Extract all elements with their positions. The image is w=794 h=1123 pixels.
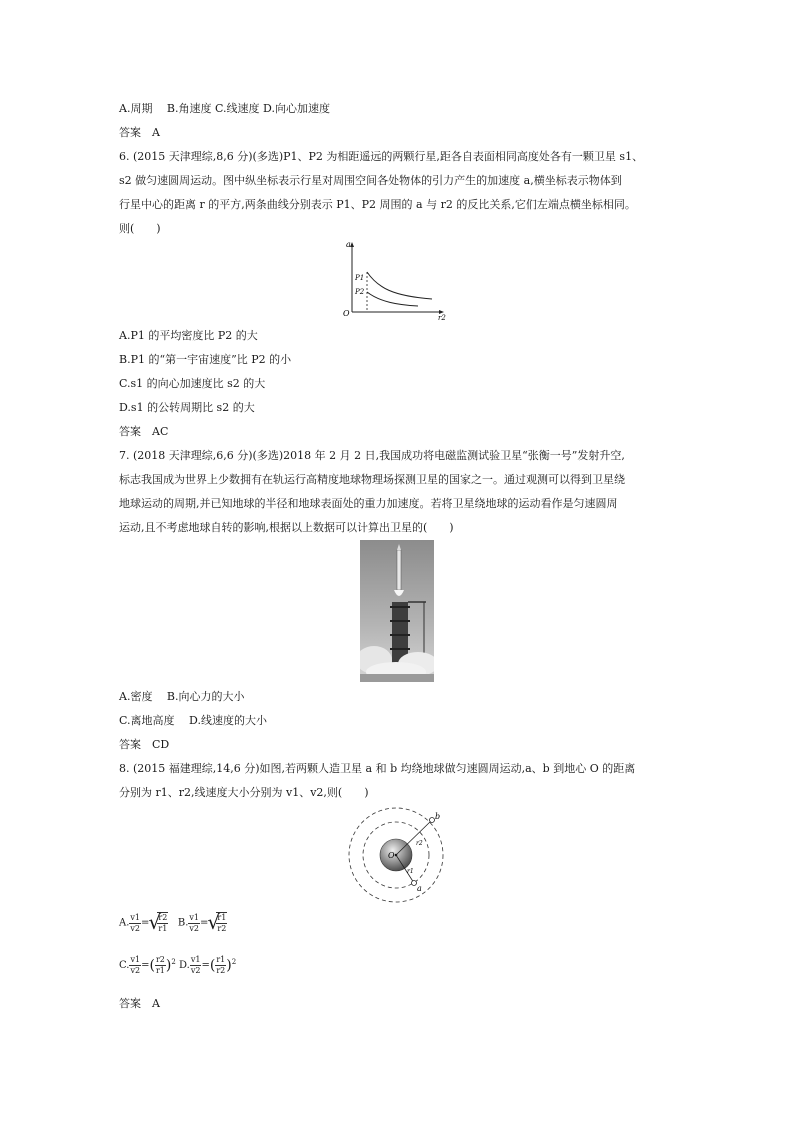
q7-answer: 答案 CD	[119, 738, 170, 751]
r1-label: r1	[407, 868, 414, 875]
q6-stem-line3: 行星中心的距离 r 的平方,两条曲线分别表示 P1、P2 周围的 a 与 r2 的反比关系,它们左端点横坐标相同。	[119, 198, 636, 211]
q7-stem-line3: 地球运动的周期,并已知地球的半径和地球表面处的重力加速度。若将卫星绕地球的运动看作是匀速圆周	[119, 497, 618, 510]
q6-option-d: D.s1 的公转周期比 s2 的大	[119, 401, 255, 414]
q6-graph	[338, 240, 450, 322]
q8-stem-line1: 8. (2015 福建理综,14,6 分)如图,若两颗人造卫星 a 和 b 均绕地球做匀速圆周运动,a、b 到地心 O 的距离	[119, 762, 636, 775]
q8-option-a-root: √ $\frac{r2}{r1}$	[149, 912, 168, 934]
q7-stem-line4: 运动,且不考虑地球自转的影响,根据以上数据可以计算出卫星的( )	[119, 521, 454, 534]
r2-label: r2	[416, 840, 423, 847]
center-label: O	[388, 851, 395, 860]
q6-curve-p2	[367, 292, 418, 306]
q5-answer: 答案 A	[119, 126, 160, 139]
sat-b-label: b	[435, 812, 441, 821]
q8-options-cd: C. $\frac{v1}{v2}$ =( $\frac{r2}{r1}$ )$^2$ D. $\frac{v1}{v2}$ =( $\frac{r1}{r2}$ )$^2$	[119, 955, 237, 975]
q8-stem-line2: 分别为 r1、r2,线速度大小分别为 v1、v2,则( )	[119, 786, 369, 799]
q8-option-c-label: C.	[119, 960, 130, 971]
q8-option-c-fraction: $\frac{v1}{v2}$	[130, 955, 141, 975]
q7-stem-line2: 标志我国成为世界上少数拥有在轨运行高精度地球物理场探测卫星的国家之一。通过观测可以得到卫星绕	[119, 473, 625, 486]
q6-stem-line1: 6. (2015 天津理综,8,6 分)(多选)P1、P2 为相距遥远的两颗行星,距各自表面相同高度处各有一颗卫星 s1、	[119, 150, 644, 163]
q8-option-a-label: A.	[119, 917, 130, 929]
q6-curve-p1	[367, 272, 432, 299]
q8-options-ab: A. $\frac{v1}{v2}$ = √ $\frac{r2}{r1}$ B. $\frac{v1}{v2}$ = √ $\frac{r1}{r2}$	[119, 912, 227, 934]
q8-option-b-root: √ $\frac{r1}{r2}$	[208, 912, 227, 934]
q6-curve-label-1: P1	[355, 274, 365, 282]
q8-option-a-fraction: $\frac{v1}{v2}$	[130, 912, 141, 933]
q8-option-d-label: D.	[179, 960, 190, 971]
q6-x-label: r2	[438, 314, 446, 322]
satellite-b	[430, 818, 435, 823]
sat-a-label: a	[417, 884, 422, 893]
q6-option-b: B.P1 的“第一宇宙速度”比 P2 的小	[119, 353, 292, 366]
q6-curve-label-2: P2	[355, 288, 365, 296]
q6-option-c: C.s1 的向心加速度比 s2 的大	[119, 377, 266, 390]
q7-options-ab: A.密度 B.向心力的大小	[119, 690, 245, 703]
q6-y-label: a	[346, 240, 351, 249]
satellite-a	[412, 881, 417, 886]
q6-option-a: A.P1 的平均密度比 P2 的大	[119, 329, 258, 342]
q7-stem-line1: 7. (2018 天津理综,6,6 分)(多选)2018 年 2 月 2 日,我国成功将电磁监测试验卫星“张衡一号”发射升空,	[119, 449, 625, 462]
q6-stem-line4: 则( )	[119, 222, 161, 235]
q8-option-b-fraction: $\frac{v1}{v2}$	[189, 912, 200, 933]
rocket-launch-photo	[360, 540, 434, 682]
q8-option-d-fraction: $\frac{v1}{v2}$	[190, 955, 201, 975]
q8-option-b-label: B.	[177, 917, 189, 929]
q6-origin-label: O	[343, 309, 350, 318]
q7-options-cd: C.离地高度 D.线速度的大小	[119, 714, 267, 727]
q8-answer: 答案 A	[119, 997, 160, 1010]
q6-stem-line2: s2 做匀速圆周运动。图中纵坐标表示行星对周围空间各处物体的引力产生的加速度 a,横坐标表示物体到	[119, 174, 622, 187]
q5-options: A.周期 B.角速度 C.线速度 D.向心加速度	[119, 102, 330, 115]
q6-answer: 答案 AC	[119, 425, 169, 438]
q8-orbit-diagram	[346, 805, 446, 905]
